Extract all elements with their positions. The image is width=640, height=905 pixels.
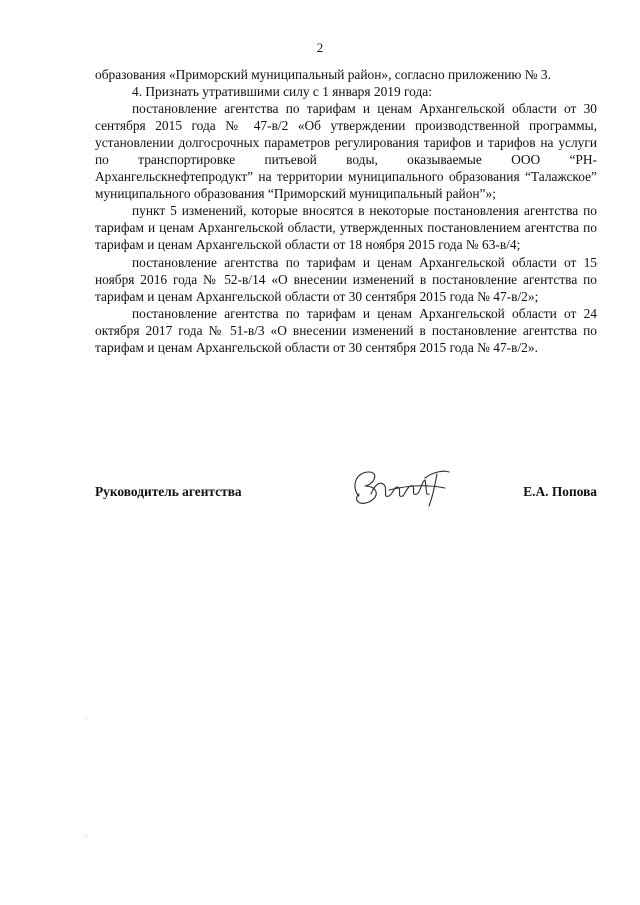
- scan-speck: [86, 718, 87, 719]
- paragraph: постановление агентства по тарифам и ценам Архангельской области от 24 октября 2017 года № 51-в/3 «О внесении изменений в постановление агентства по тарифам и ценам Архангельской области от 30 сентября 2015 года № 47-в/2».: [95, 305, 597, 355]
- signatory-title: Руководитель агентства: [95, 484, 242, 499]
- signatory-name: Е.А. Попова: [523, 484, 597, 499]
- scan-speck: [86, 836, 87, 837]
- page-number: 2: [316, 40, 324, 55]
- handwritten-signature: [345, 466, 455, 512]
- paragraph: образования «Приморский муниципальный район», согласно приложению № 3.: [95, 67, 551, 82]
- signature-block: [95, 478, 597, 518]
- paragraph: пункт 5 изменений, которые вносятся в некоторые постановления агентства по тарифам и ценам Архангельской области, утвержденных постановлением агентства по тарифам и ценам Архангельской области от 18 ноября 2015 года № 63-в/4;: [95, 203, 597, 253]
- paragraph: постановление агентства по тарифам и ценам Архангельской области от 30 сентября 2015 года № 47-в/2 «Об утверждении производственной программы, установлении долгосрочных параметров регулирования тарифов и тарифов на услуги по транспортировке питьевой воды, оказываемые ООО “РН-Архангельскнефтепродукт” на территории муниципального образования “Талажское” муниципального образования “Приморский муниципальный район”»;: [95, 101, 597, 202]
- paragraph: 4. Признать утратившими силу с 1 января 2019 года:: [132, 84, 432, 100]
- document-body: [95, 66, 597, 356]
- signature-strokes: [355, 471, 449, 506]
- paragraph: постановление агентства по тарифам и ценам Архангельской области от 15 ноября 2016 года № 52-в/14 «О внесении изменений в постановление агентства по тарифам и ценам Архангельской области от 30 сентября 2015 года № 47-в/2»;: [95, 254, 597, 304]
